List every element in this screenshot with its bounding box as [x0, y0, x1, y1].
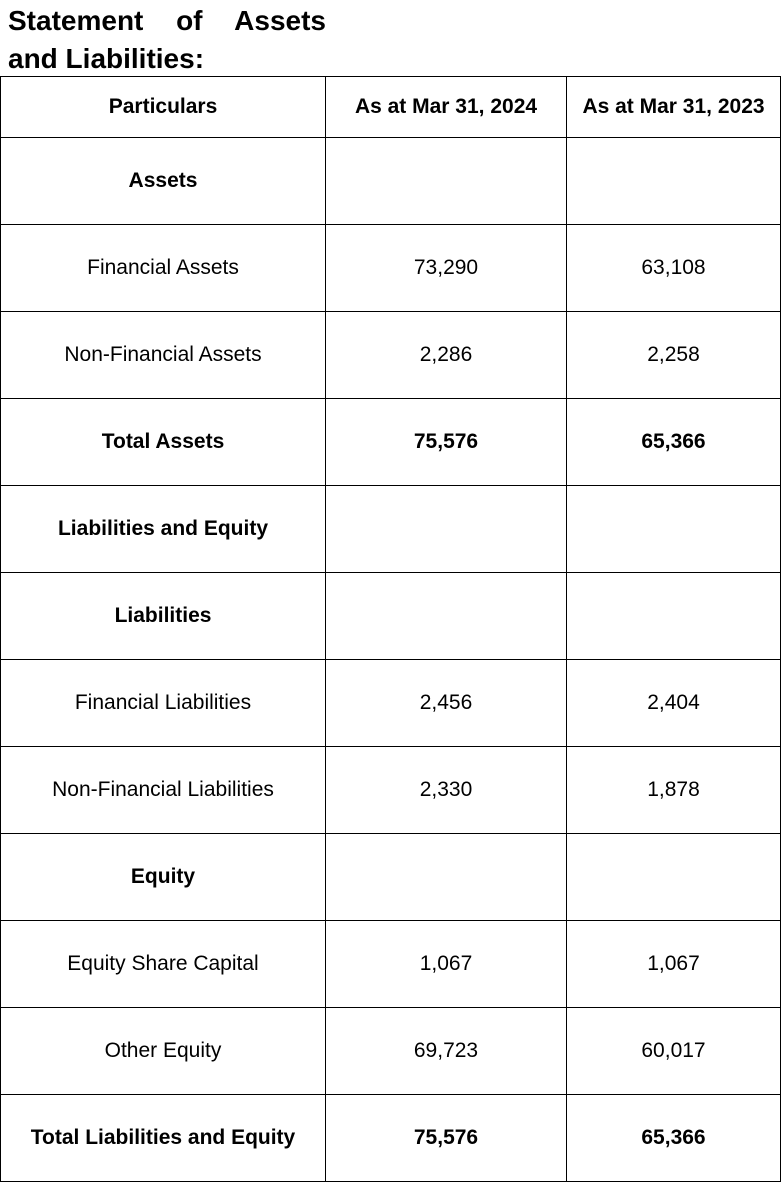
- table-row: [1, 660, 781, 747]
- row-label: Other Equity: [1, 1008, 326, 1095]
- value-2024: 2,456: [326, 660, 567, 747]
- table-row: [1, 921, 781, 1008]
- table-row: [1, 573, 781, 660]
- value-2024: [326, 138, 567, 225]
- value-2023: 1,067: [567, 921, 781, 1008]
- value-2023: 65,366: [567, 1095, 781, 1182]
- title-line-2: and Liabilities:: [8, 43, 205, 74]
- value-2024: 73,290: [326, 225, 567, 312]
- row-label: Non-Financial Liabilities: [1, 747, 326, 834]
- value-2024: 75,576: [326, 399, 567, 486]
- header-particulars: Particulars: [1, 77, 326, 138]
- title-line-1: Statement of Assets: [8, 5, 326, 36]
- value-2023: 2,404: [567, 660, 781, 747]
- row-label: Assets: [1, 138, 326, 225]
- value-2023: [567, 834, 781, 921]
- value-2023: 65,366: [567, 399, 781, 486]
- value-2023: 2,258: [567, 312, 781, 399]
- row-label: Liabilities and Equity: [1, 486, 326, 573]
- value-2024: 1,067: [326, 921, 567, 1008]
- value-2023: 1,878: [567, 747, 781, 834]
- value-2024: [326, 573, 567, 660]
- statement-table: [0, 76, 781, 1182]
- table-row: [1, 747, 781, 834]
- row-label: Total Assets: [1, 399, 326, 486]
- value-2023: 60,017: [567, 1008, 781, 1095]
- table-row: [1, 225, 781, 312]
- row-label: Total Liabilities and Equity: [1, 1095, 326, 1182]
- value-2023: 63,108: [567, 225, 781, 312]
- table-row: [1, 138, 781, 225]
- header-mar-2023: As at Mar 31, 2023: [567, 77, 781, 138]
- table-row: [1, 1095, 781, 1182]
- table-row: [1, 399, 781, 486]
- value-2023: [567, 573, 781, 660]
- document-title: [8, 2, 326, 78]
- value-2024: [326, 486, 567, 573]
- value-2024: 2,330: [326, 747, 567, 834]
- value-2023: [567, 138, 781, 225]
- table-row: [1, 486, 781, 573]
- value-2023: [567, 486, 781, 573]
- row-label: Equity: [1, 834, 326, 921]
- table-row: [1, 312, 781, 399]
- table-row: [1, 1008, 781, 1095]
- value-2024: 69,723: [326, 1008, 567, 1095]
- row-label: Liabilities: [1, 573, 326, 660]
- row-label: Equity Share Capital: [1, 921, 326, 1008]
- row-label: Financial Assets: [1, 225, 326, 312]
- header-mar-2024: As at Mar 31, 2024: [326, 77, 567, 138]
- table-row: [1, 834, 781, 921]
- row-label: Financial Liabilities: [1, 660, 326, 747]
- row-label: Non-Financial Assets: [1, 312, 326, 399]
- table-body: [1, 138, 781, 1182]
- value-2024: 75,576: [326, 1095, 567, 1182]
- value-2024: 2,286: [326, 312, 567, 399]
- table-header-row: [1, 77, 781, 138]
- value-2024: [326, 834, 567, 921]
